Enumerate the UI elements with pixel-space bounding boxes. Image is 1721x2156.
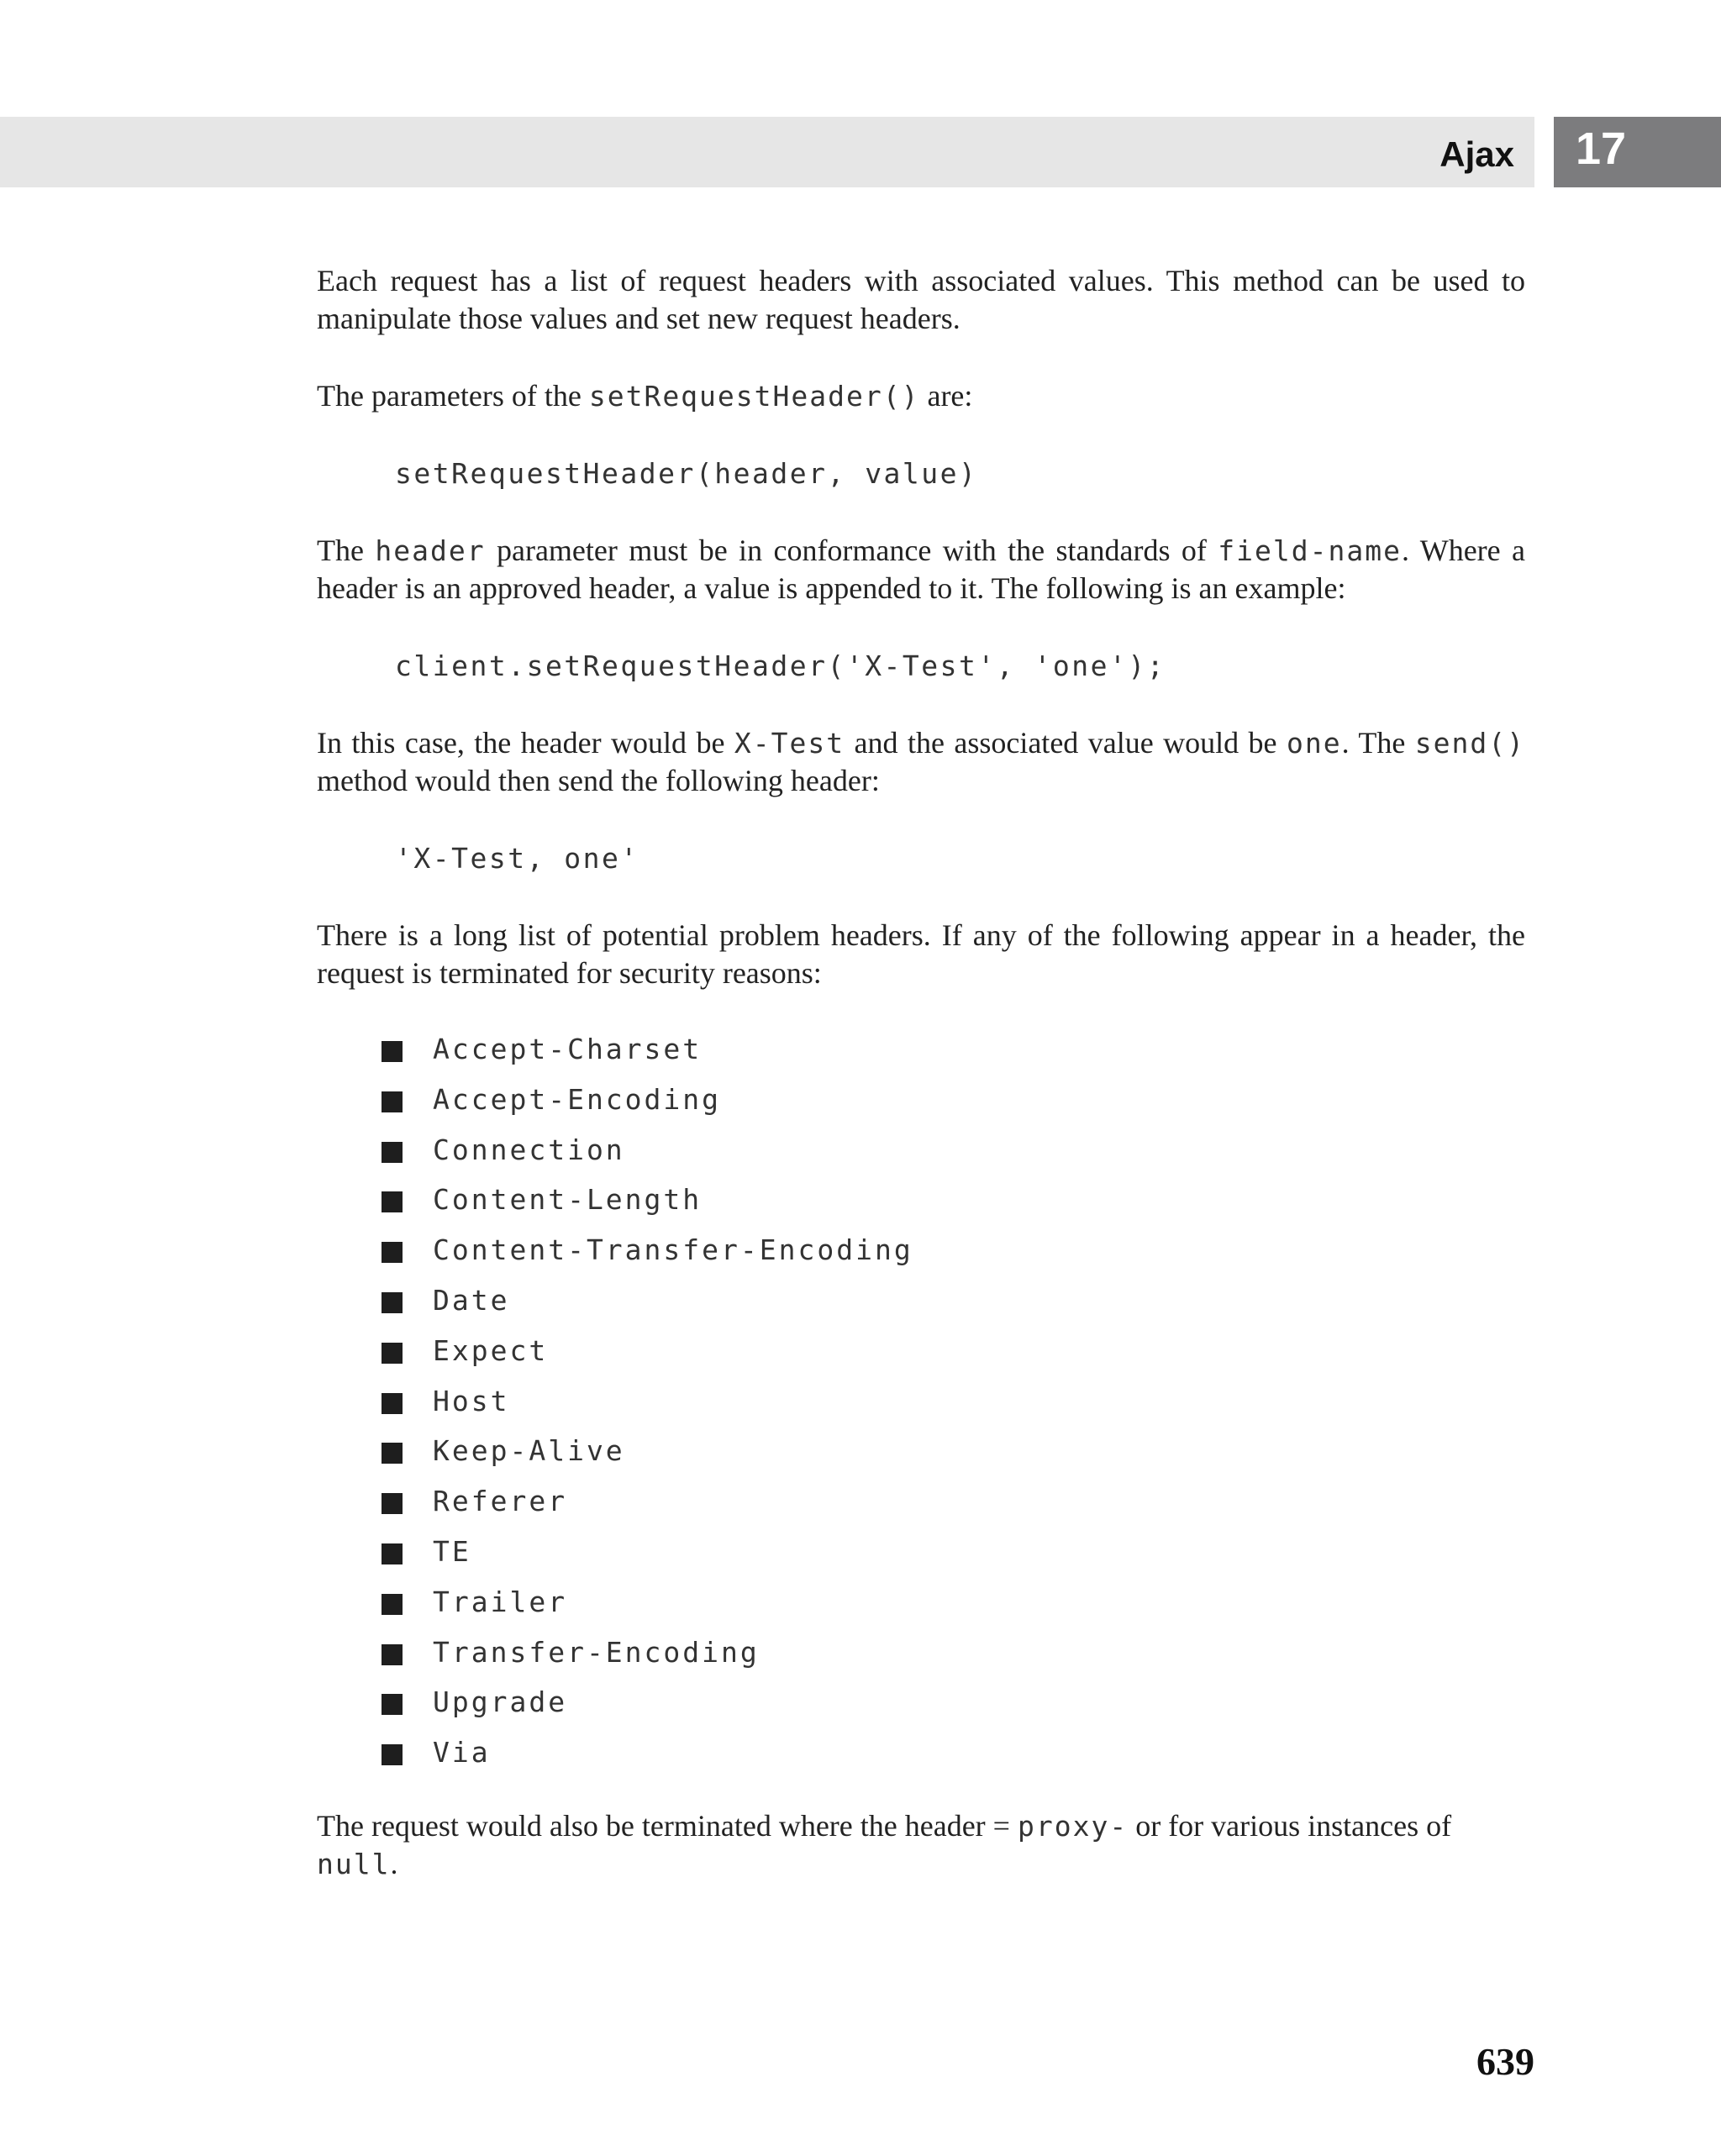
paragraph-request-headers: Each request has a list of request headers with associated values. This method can be used to manipulate those values and set new request headers. (317, 264, 1525, 335)
list-item-label: Date (433, 1283, 510, 1317)
paragraph-problem-headers: There is a long list of potential problem headers. If any of the following appear in a header, the request is terminated for security reasons: (317, 918, 1525, 990)
bullet-square-icon (382, 1191, 403, 1212)
list-item (317, 1432, 1525, 1482)
inline-code: header (375, 534, 486, 567)
list-item (317, 1633, 1525, 1684)
chapter-title: Ajax (1439, 134, 1514, 174)
bullet-square-icon (382, 1041, 403, 1062)
text: or for various instances of (1128, 1808, 1452, 1843)
list-item-label: Expect (433, 1333, 549, 1367)
paragraph-parameters (317, 377, 1525, 415)
text: . Where a header is an approved header, a value is appended to it. The following is an example: (317, 534, 1526, 605)
list-item-label: Accept-Encoding (433, 1082, 722, 1116)
list-item-label: TE (433, 1534, 471, 1568)
list-item (317, 1482, 1525, 1533)
text: The request would also be terminated where the header = (317, 1808, 1018, 1843)
problem-headers-list (317, 1030, 1525, 1784)
bullet-square-icon (382, 1594, 403, 1615)
bullet-square-icon (382, 1644, 403, 1665)
list-item (317, 1332, 1525, 1382)
bullet-square-icon (382, 1091, 403, 1112)
text: . (390, 1846, 398, 1880)
text: method would then send the following header: (317, 764, 880, 797)
list-item (317, 1030, 1525, 1081)
text: parameter must be in conformance with the standards of (485, 534, 1218, 567)
running-header-band (0, 117, 1534, 187)
paragraph-header-parameter (317, 532, 1525, 607)
list-item (317, 1733, 1525, 1784)
list-item (317, 1131, 1525, 1181)
bullet-square-icon (382, 1142, 403, 1163)
inline-code: send() (1414, 727, 1525, 760)
list-item-label: Content-Transfer-Encoding (433, 1233, 913, 1267)
list-item (317, 1533, 1525, 1583)
list-item-label: Transfer-Encoding (433, 1635, 760, 1669)
chapter-number: 17 (1576, 124, 1627, 174)
list-item (317, 1683, 1525, 1733)
inline-code: one (1286, 727, 1342, 760)
inline-code: X-Test (734, 727, 845, 760)
list-item (317, 1231, 1525, 1281)
bullet-square-icon (382, 1242, 403, 1263)
bullet-square-icon (382, 1393, 403, 1414)
bullet-square-icon (382, 1292, 403, 1313)
list-item-label: Connection (433, 1133, 625, 1166)
list-item-label: Upgrade (433, 1685, 568, 1719)
bullet-square-icon (382, 1343, 403, 1364)
code-sample-header-output: 'X-Test, one' (395, 842, 639, 875)
list-item-label: Keep-Alive (433, 1434, 625, 1468)
code-sample-example: client.setRequestHeader('X-Test', 'one'); (395, 649, 1166, 682)
bullet-square-icon (382, 1443, 403, 1464)
inline-code: proxy- (1017, 1809, 1129, 1843)
list-item (317, 1382, 1525, 1433)
text: are: (919, 379, 973, 413)
text: and the associated value would be (845, 726, 1287, 760)
page-number: 639 (1476, 2040, 1534, 2083)
list-item (317, 1181, 1525, 1231)
list-item-label: Content-Length (433, 1183, 703, 1217)
inline-code: setRequestHeader() (588, 380, 920, 413)
list-item (317, 1281, 1525, 1332)
list-item (317, 1583, 1525, 1633)
list-item-label: Trailer (433, 1585, 568, 1618)
bullet-square-icon (382, 1744, 403, 1765)
bullet-square-icon (382, 1694, 403, 1715)
inline-code: field-name (1218, 534, 1402, 567)
bullet-square-icon (382, 1543, 403, 1564)
list-item (317, 1081, 1525, 1131)
list-item-label: Host (433, 1384, 510, 1417)
list-item-label: Via (433, 1736, 491, 1769)
page-body (317, 262, 1525, 1883)
list-item-label: Referer (433, 1485, 568, 1518)
text: The parameters of the (317, 379, 589, 413)
text: . The (1341, 726, 1415, 760)
chapter-number-box (1554, 117, 1721, 187)
text: The (317, 534, 376, 567)
inline-code: null (317, 1847, 391, 1880)
code-sample-signature: setRequestHeader(header, value) (395, 457, 978, 490)
bullet-square-icon (382, 1493, 403, 1514)
text: In this case, the header would be (317, 726, 734, 760)
paragraph-send-header (317, 724, 1525, 800)
paragraph-termination (317, 1807, 1502, 1883)
list-item-label: Accept-Charset (433, 1033, 703, 1065)
